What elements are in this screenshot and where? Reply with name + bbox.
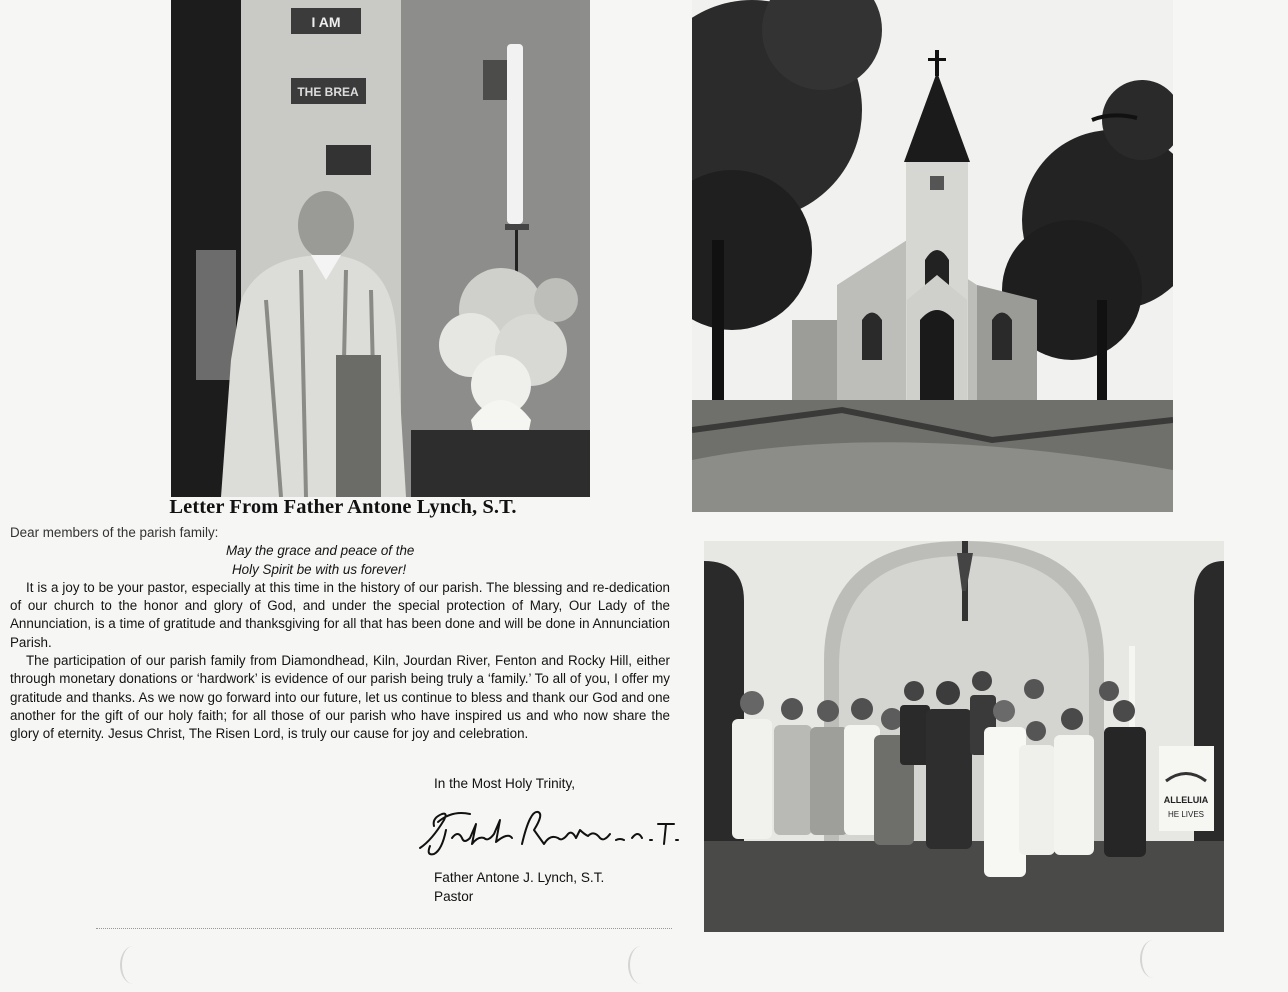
letter-blessing	[10, 542, 670, 579]
church-photo-illustration	[692, 0, 1173, 512]
letter-heading: Letter From Father Antone Lynch, S.T.	[169, 496, 517, 518]
pastor-banner-line1: I AM	[311, 14, 341, 30]
group-photo-illustration	[704, 541, 1224, 932]
letter-paragraph-1: It is a joy to be your pastor, especially at this time in the history of our parish. The blessing and re-dedication of our church to the honor and glory of God, and under the special protection of Mary, Our Lady of the Annunciation, is a time of gratitude and thanksgiving for all that has been done and will be done in Annunciation Parish.	[10, 579, 670, 650]
group-banner-word2: HE LIVES	[1167, 810, 1205, 819]
church-photo	[692, 0, 1173, 512]
group-photo	[704, 541, 1224, 932]
handwritten-signature	[412, 800, 692, 862]
binder-hole-middle	[628, 946, 654, 984]
letter-body	[10, 524, 670, 744]
pastor-photo-illustration	[171, 0, 590, 497]
signer-name: Father Antone J. Lynch, S.T.	[434, 870, 605, 885]
binder-hole-left	[120, 946, 146, 984]
signer-block	[434, 868, 604, 906]
pastor-banner-line2: THE BREA	[297, 85, 359, 99]
bottom-divider	[96, 928, 672, 929]
blessing-line-2: Holy Spirit be with us forever!	[232, 561, 407, 577]
blessing-line-1: May the grace and peace of the	[226, 543, 415, 559]
signer-title: Pastor	[434, 889, 474, 904]
binder-hole-right	[1140, 940, 1166, 978]
signature-icon	[412, 800, 692, 862]
letter-salutation: Dear members of the parish family:	[10, 525, 219, 540]
letter-closing: In the Most Holy Trinity,	[434, 776, 576, 791]
letter-paragraph-2: The participation of our parish family from Diamondhead, Kiln, Jourdan River, Fenton and Rocky Hill, either through monetary donations or ‘hardwork’ is evidence of our parish being truly a ‘family.’ To all of you, I offer my gratitude and thanks. As we now go forward into our future, let us continue to bless and thank our God and one another for the gift of our holy faith; for all those of our parish who have inspired us and who now share the glory of eternity. Jesus Christ, The Risen Lord, is truly our cause for joy and celebration.	[10, 653, 670, 742]
group-banner-word1: ALLELUIA	[1163, 795, 1209, 805]
pastor-photo	[171, 0, 590, 497]
